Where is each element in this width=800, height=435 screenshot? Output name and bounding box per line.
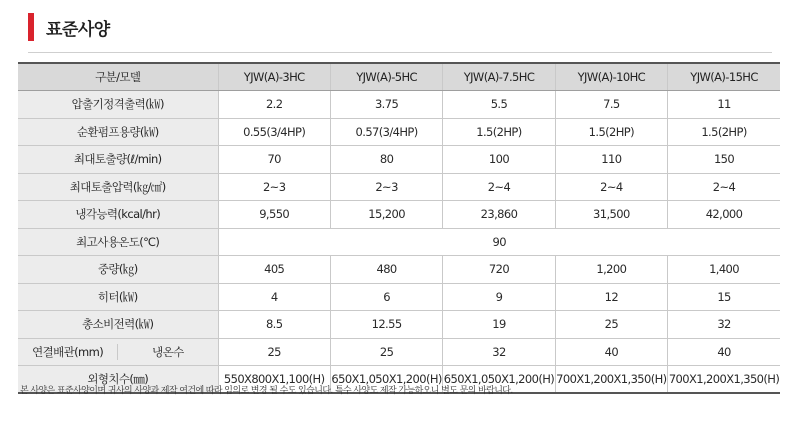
table-row <box>18 118 780 146</box>
table-cell: 11 <box>668 91 780 119</box>
table-cell: 4 <box>218 283 330 311</box>
header-corner: 구분/모델 <box>18 63 218 91</box>
table-row <box>18 91 780 119</box>
table-cell: 110 <box>555 146 667 174</box>
table-cell: 8.5 <box>218 311 330 339</box>
row-label: 최고사용온도(℃) <box>18 228 218 256</box>
row-label: 히터(㎾) <box>18 283 218 311</box>
table-cell: 0.57(3/4HP) <box>330 118 442 146</box>
table-header-row <box>18 63 780 91</box>
table-cell: 40 <box>668 338 780 366</box>
row-label: 순환펌프용량(㎾) <box>18 118 218 146</box>
table-cell: 6 <box>330 283 442 311</box>
table-row <box>18 256 780 284</box>
model-header: YJW(A)-15HC <box>668 63 780 91</box>
table-cell: 12 <box>555 283 667 311</box>
table-cell: 32 <box>668 311 780 339</box>
row-sublabel: 냉온수 <box>152 344 184 359</box>
table-cell: 25 <box>330 338 442 366</box>
table-cell: 12.55 <box>330 311 442 339</box>
table-cell: 2~4 <box>668 173 780 201</box>
table-cell: 2.2 <box>218 91 330 119</box>
page-title: 표준사양 <box>46 19 110 40</box>
table-cell: 1.5(2HP) <box>668 118 780 146</box>
table-cell: 720 <box>443 256 555 284</box>
row-label: 중량(㎏) <box>18 256 218 284</box>
table-cell: 2~4 <box>555 173 667 201</box>
table-cell: 3.75 <box>330 91 442 119</box>
table-cell: 15 <box>668 283 780 311</box>
section-header <box>28 12 110 42</box>
spec-table <box>18 62 780 394</box>
table-cell: 40 <box>555 338 667 366</box>
table-cell: 550X800X1,100(H) <box>218 366 330 394</box>
row-label: 외형치수(㎜) <box>18 366 218 394</box>
table-cell: 1,400 <box>668 256 780 284</box>
table-cell: 2~4 <box>443 173 555 201</box>
table-cell: 7.5 <box>555 91 667 119</box>
table-row <box>18 338 780 366</box>
model-header: YJW(A)-10HC <box>555 63 667 91</box>
table-cell: 1,200 <box>555 256 667 284</box>
table-cell: 9 <box>443 283 555 311</box>
row-label: 최대토출압력(㎏/㎠) <box>18 173 218 201</box>
table-cell: 23,860 <box>443 201 555 229</box>
row-label: 최대토출량(ℓ/min) <box>18 146 218 174</box>
row-label: 연결배관(mm) <box>18 344 118 360</box>
table-cell: 405 <box>218 256 330 284</box>
merged-cell: 90 <box>218 228 780 256</box>
table-row <box>18 283 780 311</box>
table-cell: 2~3 <box>330 173 442 201</box>
table-cell: 25 <box>218 338 330 366</box>
table-cell: 100 <box>443 146 555 174</box>
row-label: 냉각능력(kcal/hr) <box>18 201 218 229</box>
table-cell: 80 <box>330 146 442 174</box>
table-cell: 42,000 <box>668 201 780 229</box>
accent-bar <box>28 13 34 41</box>
table-cell: 0.55(3/4HP) <box>218 118 330 146</box>
table-cell: 150 <box>668 146 780 174</box>
table-row <box>18 228 780 256</box>
table-cell: 19 <box>443 311 555 339</box>
table-cell: 480 <box>330 256 442 284</box>
table-cell: 32 <box>443 338 555 366</box>
footnote: 본 사양은 표준사양이며 귀사의 사양과 제작 여건에 따라 임의로 변경 될 수도 있습니다. 특수 사양도 제작 가능하오니 별도 문의 바랍니다. <box>20 386 513 396</box>
table-cell: 1.5(2HP) <box>443 118 555 146</box>
row-label: 총소비전력(㎾) <box>18 311 218 339</box>
table-row <box>18 173 780 201</box>
table-cell: 650X1,050X1,200(H) <box>330 366 442 394</box>
table-cell: 2~3 <box>218 173 330 201</box>
table-cell: 15,200 <box>330 201 442 229</box>
row-label: 압출기정격출력(㎾) <box>18 91 218 119</box>
table-row <box>18 201 780 229</box>
table-cell: 650X1,050X1,200(H) <box>443 366 555 394</box>
row-label-split <box>18 338 218 366</box>
model-header: YJW(A)-7.5HC <box>443 63 555 91</box>
model-header: YJW(A)-3HC <box>218 63 330 91</box>
table-cell: 9,550 <box>218 201 330 229</box>
table-cell: 25 <box>555 311 667 339</box>
table-cell: 5.5 <box>443 91 555 119</box>
table-cell: 700X1,200X1,350(H) <box>555 366 667 394</box>
table-row <box>18 146 780 174</box>
table-cell: 700X1,200X1,350(H) <box>668 366 780 394</box>
divider <box>28 52 772 53</box>
model-header: YJW(A)-5HC <box>330 63 442 91</box>
table-cell: 31,500 <box>555 201 667 229</box>
table-row <box>18 311 780 339</box>
table-cell: 1.5(2HP) <box>555 118 667 146</box>
table-cell: 70 <box>218 146 330 174</box>
